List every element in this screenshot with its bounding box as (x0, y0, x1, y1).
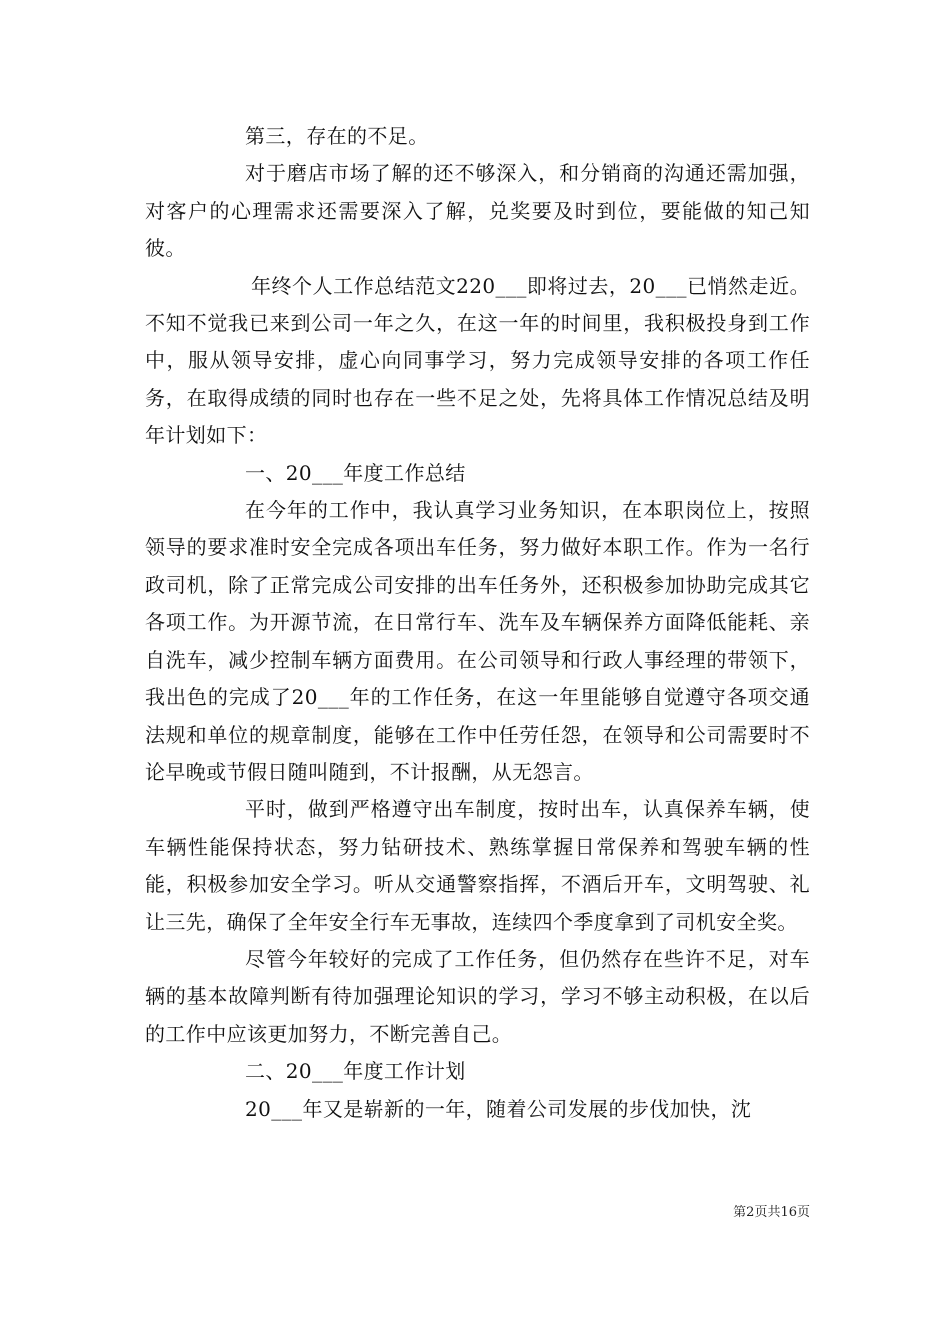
paragraph-annual-summary-intro: 年终个人工作总结范文220___即将过去，20___已悄然走近。不知不觉我已来到公司一年之久，在这一年的时间里，我积极投身到工作中，服从领导安排，虚心向同事学习，努力完成领导安排的各项工作任务，在取得成绩的同时也存在一些不足之处，先将具体工作情况总结及明年计划如下： (145, 273, 810, 448)
paragraph-new-year-plan: 20___年又是崭新的一年，随着公司发展的步伐加快，沈 (245, 1096, 752, 1121)
paragraph-daily-practice: 平时，做到严格遵守出车制度，按时出车，认真保养车辆，使车辆性能保持状态，努力钻研技术、熟练掌握日常保养和驾驶车辆的性能，积极参加安全学习。听从交通警察指挥，不酒后开车，文明驾驶、礼让三先，确保了全年安全行车无事故，连续四个季度拿到了司机安全奖。 (145, 797, 810, 934)
paragraph-work-summary: 在今年的工作中，我认真学习业务知识，在本职岗位上，按照领导的要求准时安全完成各项出车任务，努力做好本职工作。作为一名行政司机，除了正常完成公司安排的出车任务外，还积极参加协助完成其它各项工作。为开源节流，在日常行车、洗车及车辆保养方面降低能耗、亲自洗车，减少控制车辆方面费用。在公司领导和行政人事经理的带领下，我出色的完成了20___年的工作任务，在这一年里能够自觉遵守各项交通法规和单位的规章制度，能够在工作中任劳任怨，在领导和公司需要时不论早晚或节假日随叫随到，不计报酬，从无怨言。 (145, 498, 810, 784)
page-number-footer: 第2页共16页 (733, 1205, 810, 1220)
paragraph-remaining-gaps: 尽管今年较好的完成了工作任务，但仍然存在些许不足，对车辆的基本故障判断有待加强理论知识的学习，学习不够主动积极，在以后的工作中应该更加努力，不断完善自己。 (145, 946, 810, 1046)
section-heading-work-summary: 一、20___年度工作总结 (245, 460, 466, 485)
paragraph-shortcomings-heading: 第三，存在的不足。 (245, 124, 429, 148)
document-body (145, 118, 810, 1128)
paragraph-shortcomings-detail: 对于磨店市场了解的还不够深入，和分销商的沟通还需加强，对客户的心理需求还需要深入了解，兑奖要及时到位，要能做的知己知彼。 (145, 161, 810, 261)
section-heading-work-plan: 二、20___年度工作计划 (245, 1059, 466, 1084)
